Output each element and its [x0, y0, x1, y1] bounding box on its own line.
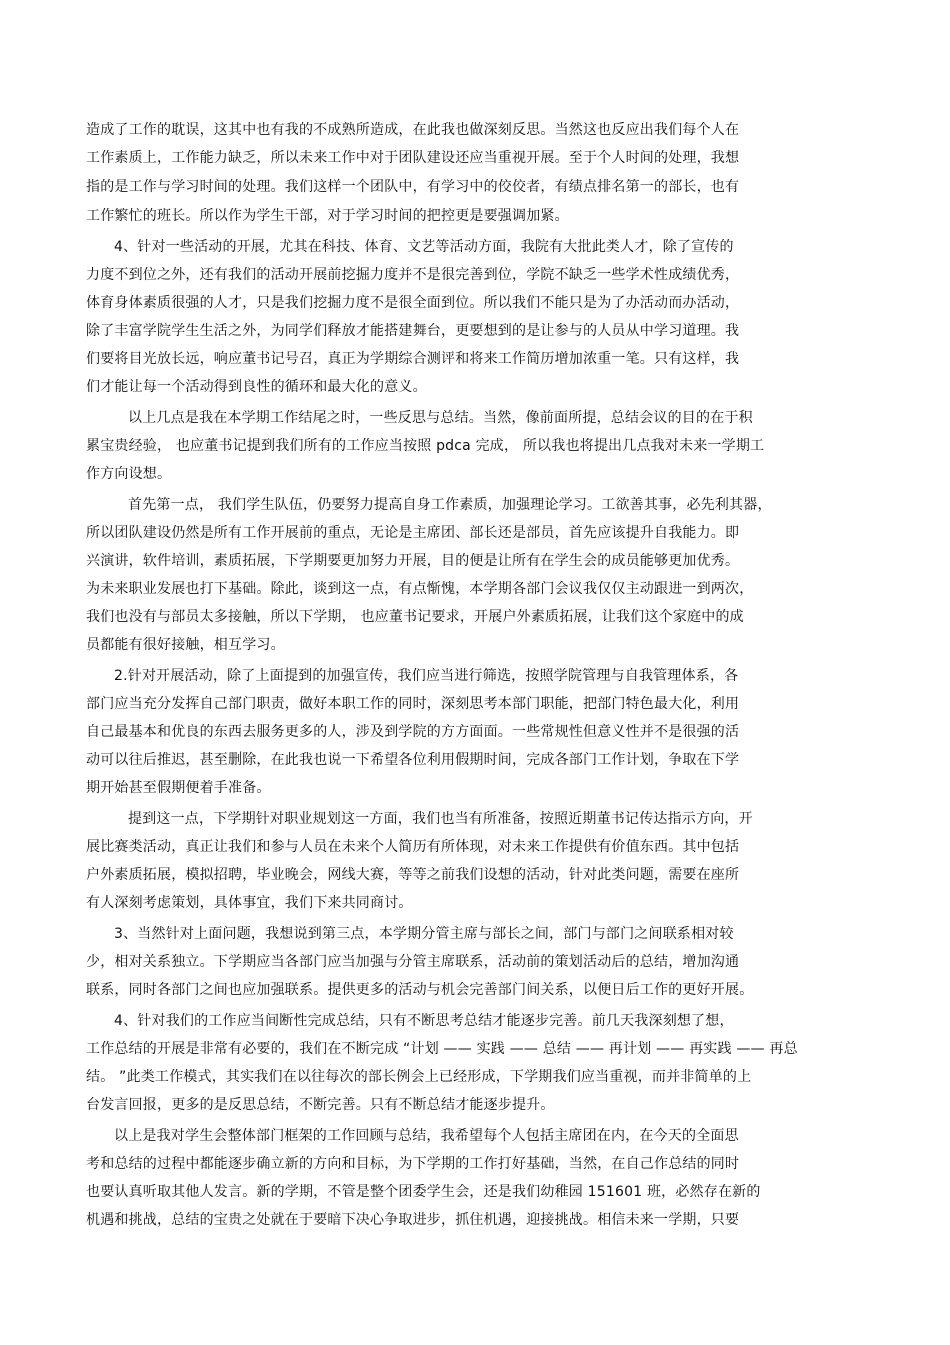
- text-line: 们要将目光放长远，响应董书记号召，真正为学期综合测评和将来工作简历增加浓重一笔。只有这样，我: [86, 351, 740, 367]
- text-line: 造成了工作的耽误，这其中也有我的不成熟所造成，在此我也做深刻反思。当然这也反应出我们每个人在: [86, 122, 740, 138]
- text-line: 户外素质拓展，模拟招聘，毕业晚会，网线大赛，等等之前我们设想的活动，针对此类问题，需要在座所: [86, 867, 740, 883]
- text-line: 力度不到位之外，还有我们的活动开展前挖掘力度并不是很完善到位，学院不缺乏一些学术性成绩优秀，: [86, 267, 740, 283]
- text-line: 4、针对一些活动的开展，尤其在科技、体育、文艺等活动方面，我院有大批此类人才，除了宣传的: [114, 239, 734, 255]
- text-line: 展比赛类活动，真正让我们和参与人员在未来个人简历有所体现，对未来工作提供有价值东西。其中包括: [86, 839, 740, 855]
- text-line: 体育身体素质很强的人才，只是我们挖掘力度不是很全面到位。所以我们不能只是为了办活动而办活动，: [86, 295, 740, 311]
- text-line: 除了丰富学院学生生活之外，为同学们释放才能搭建舞台，更要想到的是让参与的人员从中学习道理。我: [86, 323, 740, 339]
- text-line: 为未来职业发展也打下基础。除此，谈到这一点，有点惭愧，本学期各部门会议我仅仅主动跟进一到两次，: [86, 581, 754, 597]
- text-line: 指的是工作与学习时间的处理。我们这样一个团队中，有学习中的佼佼者，有绩点排名第一的部长，也有: [86, 179, 740, 195]
- text-line: 4、针对我们的工作应当间断性完成总结，只有不断思考总结才能逐步完善。前几天我深刻想了想，: [114, 1013, 734, 1029]
- text-line: 工作总结的开展是非常有必要的，我们在不断完成 “计划 —— 实践 —— 总结 —— 再计划 —— 再实践 —— 再总: [86, 1041, 798, 1057]
- text-line: 动可以往后推迟，甚至删除，在此我也说一下希望各位利用假期时间，完成各部门工作计划，争取在下学: [86, 752, 740, 768]
- text-line: 们才能让每一个活动得到良性的循环和最大化的意义。: [86, 379, 427, 395]
- text-line: 我们也没有与部员太多接触，所以下学期， 也应董书记要求，开展户外素质拓展，让我们这个家庭中的成: [86, 609, 744, 625]
- text-line: 部门应当充分发挥自己部门职责，做好本职工作的同时，深刻思考本部门职能，把部门特色最大化，利用: [86, 696, 740, 712]
- text-line: 少，相对关系独立。下学期应当各部门应当加强与分管主席联系，活动前的策划活动后的总结，增加沟通: [86, 954, 740, 970]
- text-line: 考和总结的过程中都能逐步确立新的方向和目标，为下学期的工作打好基础，当然，在自己作总结的同时: [86, 1156, 740, 1172]
- text-line: 兴演讲，软件培训，素质拓展，下学期要更加努力开展，目的便是让所有在学生会的成员能够更加优秀。: [86, 553, 740, 569]
- text-line: 自己最基本和优良的东西去服务更多的人，涉及到学院的方方面面。一些常规性但意义性并不是很强的活: [86, 724, 740, 740]
- text-line: 累宝贵经验， 也应董书记提到我们所有的工作应当按照 pdca 完成， 所以我也将提出几点我对未来一学期工: [86, 438, 765, 454]
- text-line: 联系，同时各部门之间也应加强联系。提供更多的活动与机会完善部门间关系，以便日后工作的更好开展。: [86, 982, 754, 998]
- text-line: 提到这一点，下学期针对职业规划这一方面，我们也当有所准备，按照近期董书记传达指示方向，开: [128, 811, 753, 827]
- text-line: 机遇和挑战，总结的宝贵之处就在于要暗下决心争取进步，抓住机遇，迎接挑战。相信未来一学期，只要: [86, 1212, 740, 1228]
- text-line: 有人深刻考虑策划，具体事宜，我们下来共同商讨。: [86, 895, 413, 911]
- text-line: 台发言回报，更多的是反思总结，不断完善。只有不断总结才能逐步提升。: [86, 1097, 555, 1113]
- text-line: 也要认真听取其他人发言。新的学期，不管是整个团委学生会，还是我们幼稚园 151601 班，必然存在新的: [86, 1184, 761, 1200]
- text-line: 期开始甚至假期便着手准备。: [86, 780, 271, 796]
- text-line: 首先第一点， 我们学生队伍，仍要努力提高自身工作素质，加强理论学习。工欲善其事，必先利其器，: [128, 497, 772, 513]
- text-line: 所以团队建设仍然是所有工作开展前的重点，无论是主席团、部长还是部员，首先应该提升自我能力。即: [86, 525, 740, 541]
- text-line: 3、当然针对上面问题，我想说到第三点，本学期分管主席与部长之间，部门与部门之间联系相对较: [114, 926, 734, 942]
- text-line: 以上是我对学生会整体部门框架的工作回顾与总结，我希望每个人包括主席团在内，在今天的全面思: [114, 1128, 739, 1144]
- text-line: 工作素质上，工作能力缺乏，所以未来工作中对于团队建设还应当重视开展。至于个人时间的处理，我想: [86, 150, 740, 166]
- text-line: 员都能有很好接触，相互学习。: [86, 637, 285, 653]
- text-line: 2.针对开展活动，除了上面提到的加强宣传，我们应当进行筛选，按照学院管理与自我管理体系，各: [114, 668, 739, 684]
- text-line: 结。 ”此类工作模式，其实我们在以往每次的部长例会上已经形成，下学期我们应当重视，而并非简单的上: [86, 1069, 752, 1085]
- text-line: 以上几点是我在本学期工作结尾之时，一些反思与总结。当然，像前面所提，总结会议的目的在于积: [128, 410, 753, 426]
- text-line: 工作繁忙的班长。所以作为学生干部，对于学习时间的把控更是要强调加紧。: [86, 208, 569, 224]
- text-line: 作方向设想。: [86, 466, 172, 482]
